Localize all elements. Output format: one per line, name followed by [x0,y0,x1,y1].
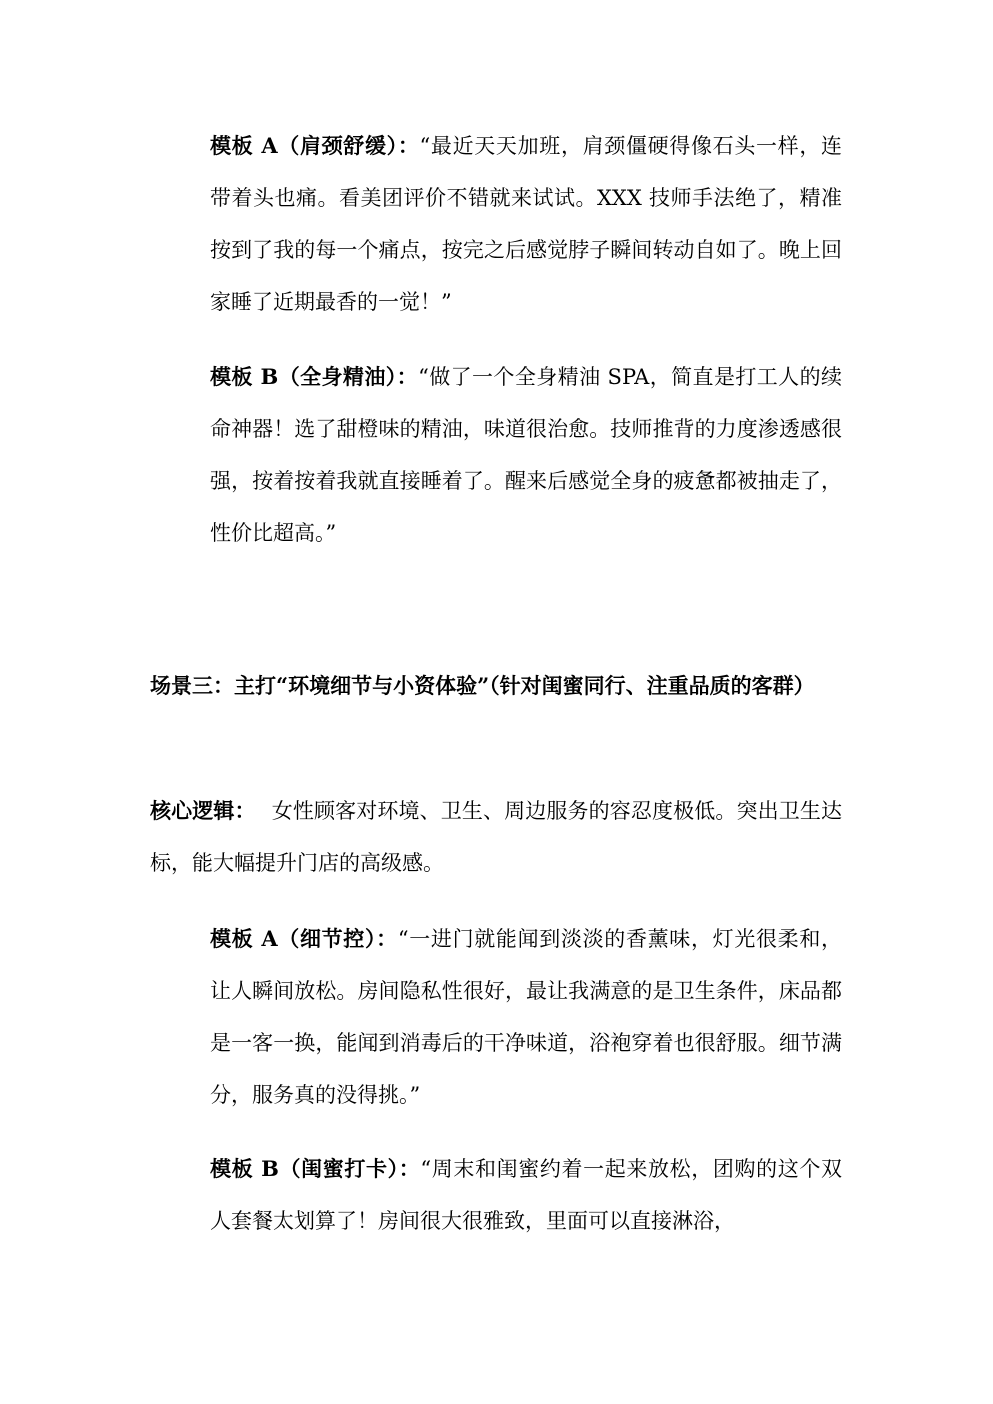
scene3-template-b-label: 模板 B（闺蜜打卡）： [210,1156,421,1181]
core-logic-paragraph [150,785,842,889]
template-a-text: “最近天天加班，肩颈僵硬得像石头一样，连带着头也痛。看美团评价不错就来试试。XXX 技师手法绝了，精准按到了我的每一个痛点，按完之后感觉脖子瞬间转动自如了。晚上回家睡了近期最香的一觉！” [210,134,842,314]
template-a-paragraph [210,120,842,328]
scene3-heading: 场景三：主打“环境细节与小资体验”（针对闺蜜同行、注重品质的客群） [150,673,815,698]
template-b-label: 模板 B（全身精油）： [210,364,419,389]
core-logic-label: 核心逻辑： [150,798,256,823]
template-b-paragraph [210,351,842,559]
scene3-template-a-text: “一进门就能闻到淡淡的香薰味，灯光很柔和，让人瞬间放松。房间隐私性很好，最让我满意的是卫生条件，床品都是一客一换，能闻到消毒后的干净味道，浴袍穿着也很舒服。细节满分，服务真的没得挑。” [210,927,842,1107]
scene3-template-b-text: “周末和闺蜜约着一起来放松，团购的这个双人套餐太划算了！房间很大很雅致，里面可以直接淋浴， [210,1157,843,1233]
scene3-template-a-paragraph [210,913,842,1121]
template-a-label: 模板 A（肩颈舒缓）： [210,133,420,158]
template-b-text: “做了一个全身精油 SPA，简直是打工人的续命神器！选了甜橙味的精油，味道很治愈。技师推背的力度渗透感很强，按着按着我就直接睡着了。醒来后感觉全身的疲惫都被抽走了，性价比超高。” [210,365,842,545]
scene3-template-b-paragraph [210,1143,842,1247]
core-logic-text: 女性顾客对环境、卫生、周边服务的容忍度极低。突出卫生达标，能大幅提升门店的高级感。 [150,799,842,875]
scene3-template-a-label: 模板 A（细节控）： [210,926,398,951]
